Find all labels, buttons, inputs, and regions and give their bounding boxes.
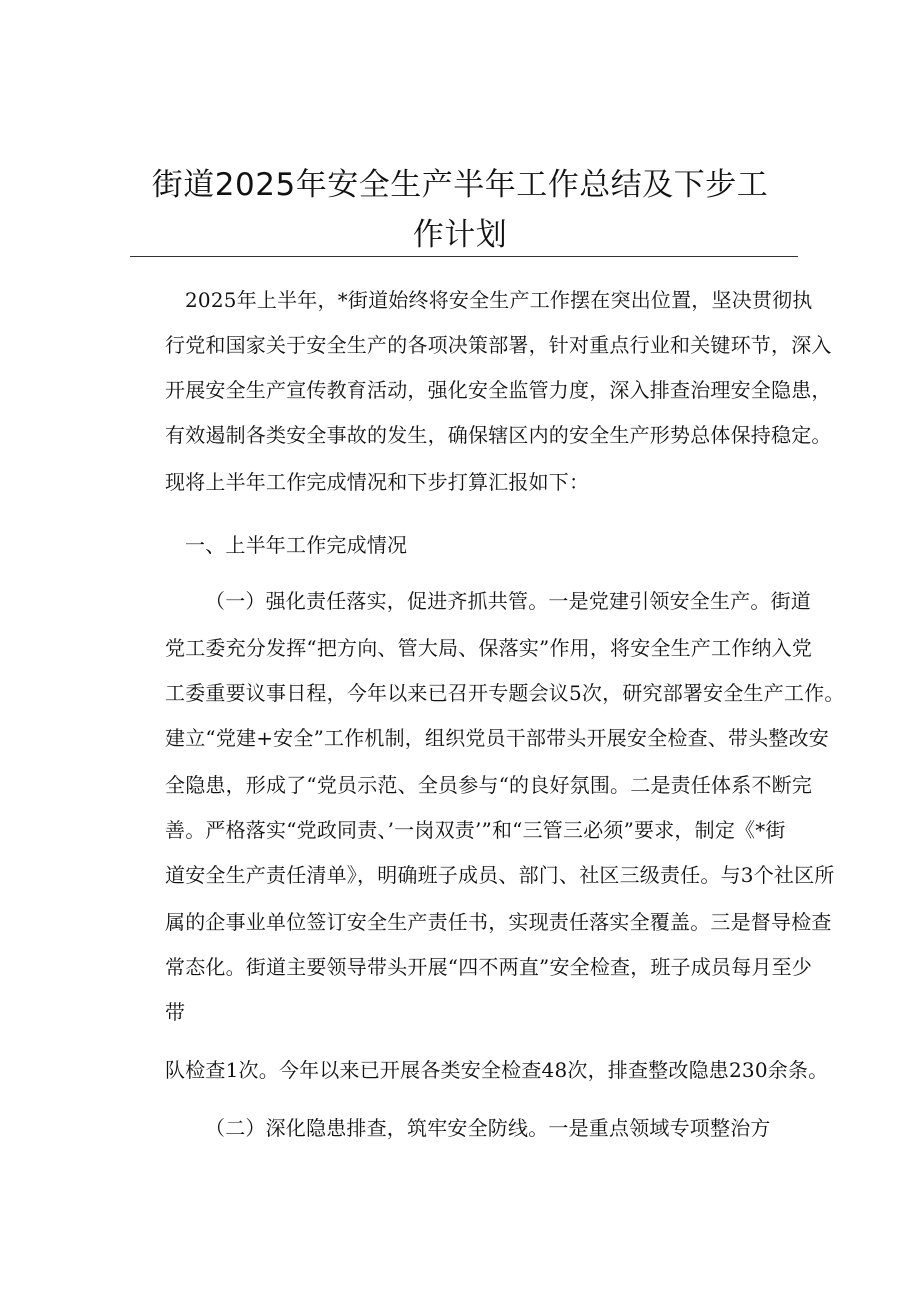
paragraph-line: 常态化。街道主要领导带头开展“四不两直”安全检查，班子成员每月至少 <box>165 955 813 979</box>
paragraph-line: 开展安全生产宣传教育活动，强化安全监管力度，深入排查治理安全隐患， <box>165 378 832 402</box>
paragraph-line: （一）强化责任落实，促进齐抓共管。一是党建引领安全生产。街道 <box>205 589 811 613</box>
document-title-line-1: 街道2025年安全生产半年工作总结及下步工 <box>151 167 769 203</box>
paragraph-line: 有效遏制各类安全事故的发生，确保辖区内的安全生产形势总体保持稳定。 <box>165 423 832 447</box>
paragraph-line: 善。严格落实“党政同责、’一岗双责’”和“三管三必须”要求，制定《*街 <box>165 818 786 842</box>
paragraph-line: 带 <box>165 1000 186 1024</box>
paragraph-line: 属的企事业单位签订安全生产责任书，实现责任落实全覆盖。三是督导检查 <box>165 910 832 934</box>
paragraph-line: 队检查1次。今年以来已开展各类安全检查48次，排查整改隐患230余条。 <box>165 1058 829 1082</box>
title-divider <box>130 256 798 257</box>
document-title-line-2: 作计划 <box>412 217 508 253</box>
section-heading: 一、上半年工作完成情况 <box>185 533 408 557</box>
paragraph-line: 行党和国家关于安全生产的各项决策部署，针对重点行业和关键环节，深入 <box>165 333 832 357</box>
paragraph-line: 全隐患，形成了“党员示范、全员参与“的良好氛围。二是责任体系不断完 <box>165 773 813 797</box>
paragraph-line: 现将上半年工作完成情况和下步打算汇报如下： <box>165 470 590 494</box>
paragraph-line: 建立“党建+安全”工作机制，组织党员干部带头开展安全检查、带头整改安 <box>165 726 830 750</box>
paragraph-line: 道安全生产责任清单》，明确班子成员、部门、社区三级责任。与3个社区所 <box>165 863 835 887</box>
paragraph-line: 党工委充分发挥“把方向、管大局、保落实”作用，将安全生产工作纳入党 <box>165 636 813 660</box>
paragraph-line: 2025年上半年，*街道始终将安全生产工作摆在突出位置，坚决贯彻执 <box>185 288 813 312</box>
paragraph-line: （二）深化隐患排查，筑牢安全防线。一是重点领域专项整治方 <box>205 1116 771 1140</box>
paragraph-line: 工委重要议事日程，今年以来已召开专题会议5次，研究部署安全生产工作。 <box>165 681 845 705</box>
